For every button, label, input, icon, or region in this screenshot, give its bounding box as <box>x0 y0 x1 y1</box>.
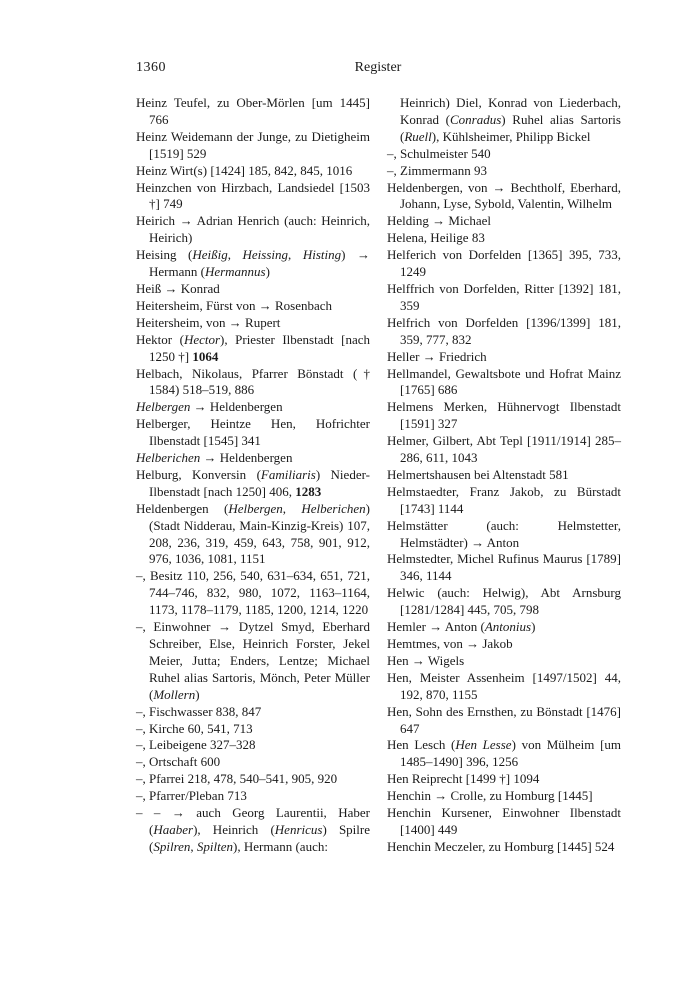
index-entry: Helffrich von Dorfelden, Ritter [1392] 181, 359 <box>387 280 621 313</box>
index-entry: Helmer, Gilbert, Abt Tepl [1911/1914] 285–286, 611, 1043 <box>387 433 621 466</box>
index-entry: Hen Lesch (Hen Lesse) von Mülheim [um 1485–1490] 396, 1256 <box>387 737 622 770</box>
index-entry: Helmstätter (auch: Helmstetter, Helmstädter) → Anton <box>387 517 621 550</box>
index-entry: –, Fischwasser 838, 847 <box>136 703 262 719</box>
index-entry: Hen → Wigels <box>387 652 465 668</box>
index-entry: –, Einwohner → Dytzel Smyd, Eberhard Schreiber, Else, Heinrich Forster, Jekel Meier, Jutta; Enders, Lentze; Michael Ruhel alias Sartoris, Mönch, Peter Müller (Mollern) <box>136 619 370 702</box>
index-entry: Helberichen → Heldenbergen <box>136 450 293 466</box>
index-entry: Heinzchen von Hirzbach, Landsiedel [1503 †] 749 <box>136 179 370 212</box>
index-entry: –, Pfarrer/Pleban 713 <box>136 788 247 804</box>
index-entry: Helfrich von Dorfelden [1396/1399] 181, 359, 777, 832 <box>387 314 621 347</box>
index-entry: Heller → Friedrich <box>387 348 487 364</box>
index-entry: Hektor (Hector), Priester Ilbenstadt [nach 1250 †] 1064 <box>136 331 370 364</box>
index-entry: Helberger, Heintze Hen, Hofrichter Ilbenstadt [1545] 341 <box>136 416 370 449</box>
index-column-right <box>387 95 621 856</box>
index-entry: Heldenbergen, von → Bechtholf, Eberhard, Johann, Lyse, Sybold, Valentin, Wilhelm <box>387 179 621 212</box>
index-entry: Helmstedter, Michel Rufinus Maurus [1789] 346, 1144 <box>387 551 621 584</box>
index-entry: –, Ortschaft 600 <box>136 754 221 770</box>
index-entry: –, Leibeigene 327–328 <box>136 737 256 753</box>
index-entry: Hen Reiprecht [1499 †] 1094 <box>387 771 540 787</box>
index-entry: Helburg, Konversin (Familiaris) Nieder-Ilbenstadt [nach 1250] 406, 1283 <box>136 466 370 499</box>
index-entry: Helferich von Dorfelden [1365] 395, 733, 1249 <box>387 247 621 280</box>
index-entry: Heiß → Konrad <box>136 280 220 296</box>
index-entry: Hen, Sohn des Ernsthen, zu Bönstadt [1476] 647 <box>387 703 621 736</box>
index-entry: Helding → Michael <box>387 213 491 229</box>
index-entry: Henchin → Crolle, zu Homburg [1445] <box>387 788 593 804</box>
index-entry-continuation: Heinrich) Diel, Konrad von Liederbach, Konrad (Conradus) Ruhel alias Sartoris (Ruell), Kühlsheimer, Philipp Bickel <box>400 95 621 144</box>
index-entry: –, Besitz 110, 256, 540, 631–634, 651, 721, 744–746, 832, 980, 1072, 1163–1164, 1173, 1178–1179, 1185, 1200, 1214, 1220 <box>136 568 370 618</box>
index-entry: Heinz Weidemann der Junge, zu Dietigheim [1519] 529 <box>136 128 370 161</box>
index-entry: Helmertshausen bei Altenstadt 581 <box>387 466 569 482</box>
index-entry: –, Pfarrei 218, 478, 540–541, 905, 920 <box>136 771 338 787</box>
index-entry: –, Kirche 60, 541, 713 <box>136 720 253 736</box>
index-entry: –, Schulmeister 540 <box>387 145 491 161</box>
index-entry: Hen, Meister Assenheim [1497/1502] 44, 192, 870, 1155 <box>387 669 621 702</box>
index-entry: Heinz Wirt(s) [1424] 185, 842, 845, 1016 <box>136 162 353 178</box>
index-entry: Helbergen → Heldenbergen <box>136 399 283 415</box>
index-entry: Hemler → Anton (Antonius) <box>387 619 536 635</box>
index-entry: Henchin Kursener, Einwohner Ilbenstadt [1400] 449 <box>387 805 621 837</box>
index-entry: Helmstaedter, Franz Jakob, zu Bürstadt [1743] 1144 <box>387 483 621 516</box>
page-number: 1360 <box>136 60 166 75</box>
index-entry: Heitersheim, Fürst von → Rosenbach <box>136 297 333 313</box>
index-entry: Heinz Teufel, zu Ober-Mörlen [um 1445] 766 <box>136 95 370 127</box>
index-entry: Hellmandel, Gewaltsbote und Hofrat Mainz [1765] 686 <box>387 365 621 398</box>
index-entry: Helbach, Nikolaus, Pfarrer Bönstadt († 1584) 518–519, 886 <box>136 365 370 398</box>
index-entry: –, Zimmermann 93 <box>387 162 488 178</box>
index-entry: Heirich → Adrian Henrich (auch: Heinrich, Heirich) <box>136 213 370 246</box>
index-entry: Helwic (auch: Helwig), Abt Arnsburg [1281/1284] 445, 705, 798 <box>387 585 621 618</box>
index-entry: Heising (Heißig, Heissing, Histing) → Hermann (Hermannus) <box>136 247 370 280</box>
index-entry: Heldenbergen (Helbergen, Helberichen) (Stadt Nidderau, Main-Kinzig-Kreis) 107, 208, 236, 319, 459, 643, 758, 901, 912, 976, 1036, 1081, 1151 <box>136 500 370 567</box>
index-column-left <box>136 95 370 856</box>
index-entry: – – → auch Georg Laurentii, Haber (Haaber), Heinrich (Henricus) Spilre (Spilren, Spilten), Hermann (auch: <box>136 805 370 854</box>
running-head: Register <box>354 60 402 75</box>
index-entry: Hemtmes, von → Jakob <box>387 636 513 651</box>
index-entry: Henchin Meczeler, zu Homburg [1445] 524 <box>387 838 615 854</box>
index-entry: Helmens Merken, Hühnervogt Ilbenstadt [1591] 327 <box>387 399 621 432</box>
index-entry: Helena, Heilige 83 <box>387 230 485 246</box>
page-header <box>136 60 620 80</box>
index-entry: Heitersheim, von → Rupert <box>136 314 281 330</box>
